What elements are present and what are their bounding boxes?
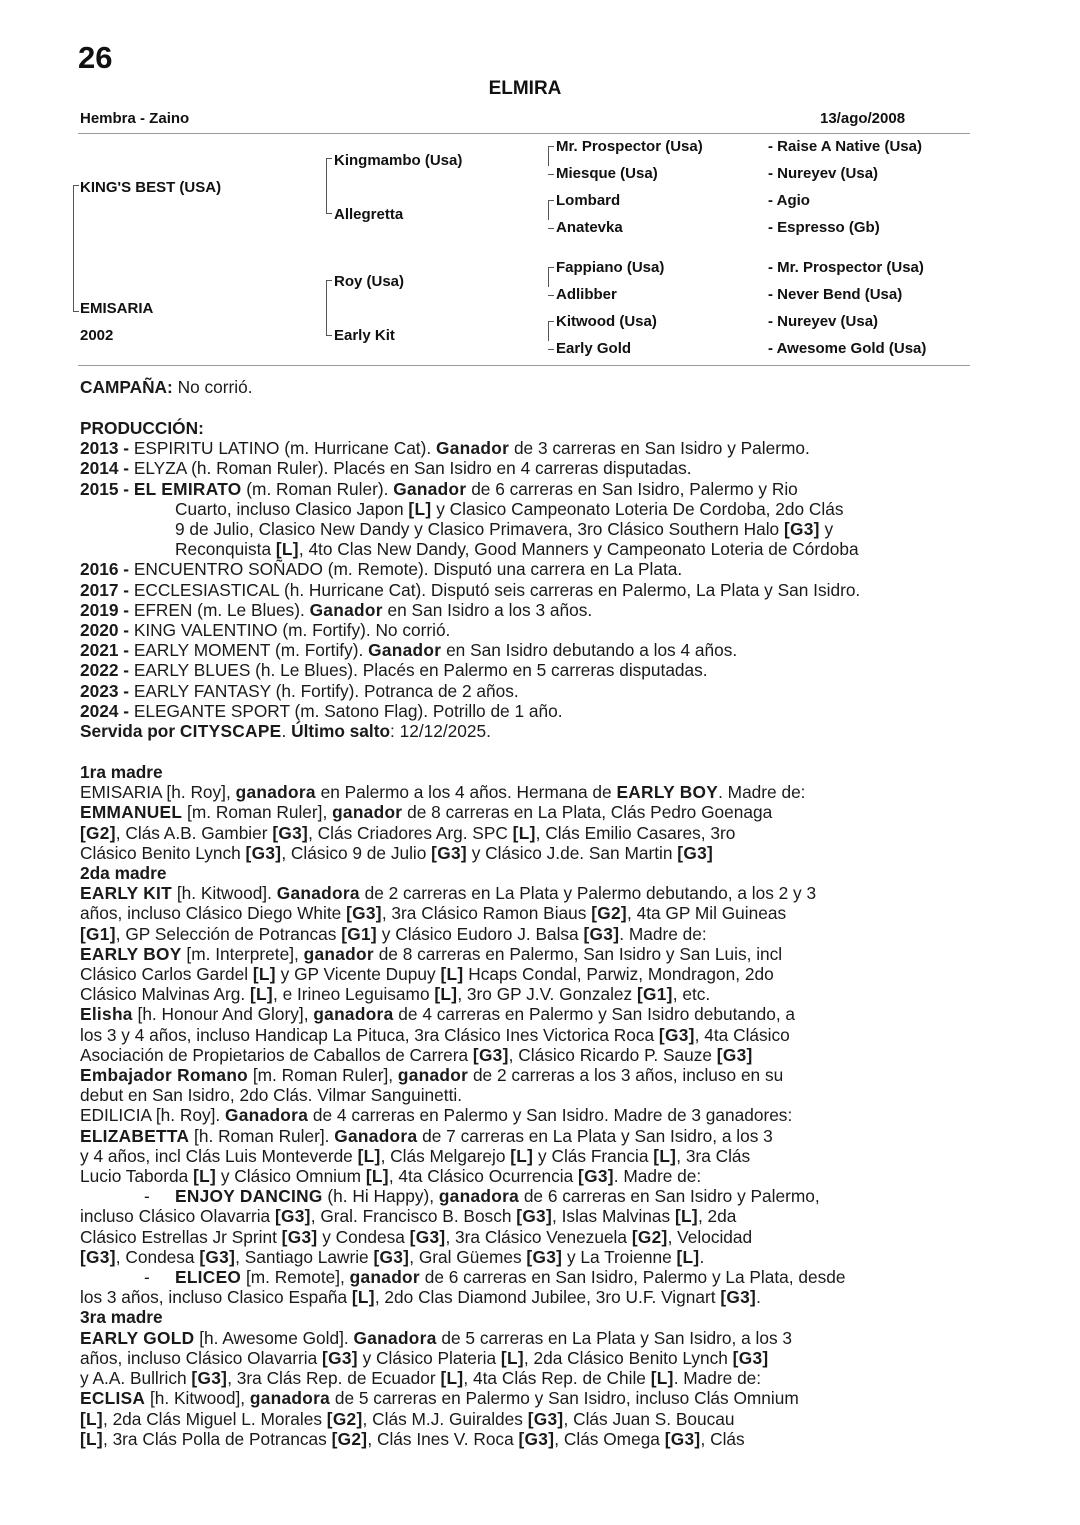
gen4-name [768, 138, 922, 155]
gen3-tick [548, 295, 554, 296]
gen3-name: Miesque (Usa) [556, 165, 658, 182]
gen3-tick [548, 267, 554, 268]
produccion-entry: 2017 - ECCLESIASTICAL (h. Hurricane Cat). Disputó seis carreras en Palermo, La Plata y San Isidro. [80, 579, 861, 600]
madre-entry-cont: [L], 2da Clás Miguel L. Morales [G2], Clás M.J. Guiraldes [G3], Clás Juan S. Boucau [80, 1408, 735, 1429]
produccion-entry: 2023 - EARLY FANTASY (h. Fortify). Potranca de 2 años. [80, 680, 519, 701]
primera-madre-section [80, 762, 970, 1449]
gen4-label: Nureyev (Usa) [777, 313, 879, 330]
produccion-entry: 2020 - KING VALENTINO (m. Fortify). No corrió. [80, 620, 451, 641]
produccion-section [80, 418, 970, 741]
gen4-dash: - [768, 138, 778, 155]
gen3-tick [548, 146, 554, 147]
produccion-entry: 2016 - ENCUENTRO SOÑADO (m. Remote). Disputó una carrera en La Plata. [80, 559, 683, 580]
dam-year: 2002 [80, 327, 114, 344]
gen2-bracket [326, 280, 327, 335]
gen4-dash: - [768, 259, 778, 276]
segunda-madre-label: 2da madre [80, 863, 167, 884]
dam-name: EMISARIA [80, 300, 154, 317]
gen3-tick [548, 174, 554, 175]
madre-entry-cont: Clásico Benito Lynch [G3], Clásico 9 de Julio [G3] y Clásico J.de. San Martin [G3] [80, 842, 714, 863]
madre-entry-cont: Asociación de Propietarios de Caballos de Carrera [G3], Clásico Ricardo P. Sauze [G3] [80, 1044, 753, 1065]
gen2-name: Kingmambo (Usa) [334, 152, 463, 169]
gen3-name: Mr. Prospector (Usa) [556, 138, 703, 155]
gen1-tick [73, 311, 79, 312]
gen4-dash: - [768, 286, 778, 303]
gen2-tick [326, 158, 332, 159]
gen4-label: Espresso (Gb) [777, 219, 880, 236]
gen4-name [768, 340, 926, 357]
madre-entry: EARLY GOLD [h. Awesome Gold]. Ganadora de 5 carreras en La Plata y San Isidro, a los 3 [80, 1327, 793, 1348]
madre-entry-cont: Clásico Malvinas Arg. [L], e Irineo Leguisamo [L], 3ro GP J.V. Gonzalez [G1], etc. [80, 984, 711, 1005]
gen4-label: Nureyev (Usa) [777, 165, 879, 182]
servida-line: Servida por CITYSCAPE. Último salto: 12/12/2025. [80, 721, 491, 742]
gen2-name: Early Kit [334, 327, 395, 344]
madre-entry-cont: [G2], Clás A.B. Gambier [G3], Clás Criadores Arg. SPC [L], Clás Emilio Casares, 3ro [80, 822, 736, 843]
gen3-name: Anatevka [556, 219, 623, 236]
gen3-bracket [548, 267, 549, 287]
gen2-name: Roy (Usa) [334, 273, 405, 290]
sex-color: Hembra - Zaino [80, 110, 190, 127]
madre-entry-cont: años, incluso Clásico Diego White [G3], 3ra Clásico Ramon Biaus [G2], 4ta GP Mil Guineas [80, 903, 787, 924]
sire-name: KING'S BEST (USA) [80, 179, 222, 196]
gen3-name: Early Gold [556, 340, 632, 357]
tercera-madre-label: 3ra madre [80, 1307, 163, 1328]
gen3-tick [548, 349, 554, 350]
madre-entry-cont: [G1], GP Selección de Potrancas [G1] y Clásico Eudoro J. Balsa [G3]. Madre de: [80, 923, 707, 944]
gen3-tick [548, 228, 554, 229]
produccion-entry-cont: Cuarto, incluso Clasico Japon [L] y Clasico Campeonato Loteria De Cordoba, 2do Clás [175, 498, 844, 519]
madre-entry-cont: debut en San Isidro, 2do Clás. Vilmar Sanguinetti. [80, 1085, 463, 1106]
gen1-tick [73, 185, 79, 186]
pedigree-divider [78, 365, 970, 366]
produccion-entry: 2014 - ELYZA (h. Roman Ruler). Placés en San Isidro en 4 carreras disputadas. [80, 458, 692, 479]
gen4-name [768, 219, 880, 236]
gen4-name [768, 286, 902, 303]
madre-entry-cont: [G3], Condesa [G3], Santiago Lawrie [G3], Gral Güemes [G3] y La Troienne [L]. [80, 1246, 705, 1267]
gen4-name [768, 259, 924, 276]
gen4-label: Agio [776, 192, 810, 209]
page-number: 26 [78, 40, 113, 75]
produccion-entry: 2021 - EARLY MOMENT (m. Fortify). Ganador en San Isidro debutando a los 4 años. [80, 640, 738, 661]
gen4-name [768, 313, 878, 330]
produccion-entry: 2019 - EFREN (m. Le Blues). Ganador en San Isidro a los 3 años. [80, 599, 593, 620]
produccion-entry-cont: 9 de Julio, Clasico New Dandy y Clasico Primavera, 3ro Clásico Southern Halo [G3] y [175, 519, 834, 540]
produccion-entry: 2022 - EARLY BLUES (h. Le Blues). Placés en Palermo en 5 carreras disputadas. [80, 660, 708, 681]
gen3-bracket [548, 321, 549, 341]
campana-section [80, 377, 970, 397]
gen3-bracket [548, 146, 549, 166]
madre-entry: Embajador Romano [m. Roman Ruler], ganador de 2 carreras a los 3 años, incluso en su [80, 1065, 784, 1086]
madre-entry-cont: y 4 años, incl Clás Luis Monteverde [L], Clás Melgarejo [L] y Clás Francia [L], 3ra Clás [80, 1145, 751, 1166]
gen4-dash: - [768, 313, 778, 330]
gen3-name: Adlibber [556, 286, 617, 303]
campana-value: No corrió. [172, 377, 253, 397]
produccion-label: PRODUCCIÓN: [80, 418, 204, 438]
gen3-tick [548, 321, 554, 322]
madre-entry: EDILICIA [h. Roy]. Ganadora de 4 carreras en Palermo y San Isidro. Madre de 3 ganadores: [80, 1105, 793, 1126]
madre-entry-cont: Clásico Estrellas Jr Sprint [G3] y Condesa [G3], 3ra Clásico Venezuela [G2], Velocidad [80, 1226, 753, 1247]
madre-entry-cont: años, incluso Clásico Olavarria [G3] y Clásico Plateria [L], 2da Clásico Benito Lynch [G3] [80, 1347, 769, 1368]
madre-entry-cont: [L], 3ra Clás Polla de Potrancas [G2], Clás Ines V. Roca [G3], Clás Omega [G3], Clás [80, 1428, 745, 1449]
madre-entry: EMMANUEL [m. Roman Ruler], ganador de 8 carreras en La Plata, Clás Pedro Goenaga [80, 802, 773, 823]
madre-entry: ELIZABETTA [h. Roman Ruler]. Ganadora de 7 carreras en La Plata y San Isidro, a los 3 [80, 1125, 773, 1146]
campana-label: CAMPAÑA: [80, 377, 173, 397]
gen4-label: Raise A Native (Usa) [777, 138, 922, 155]
madre-entry-cont: Clásico Carlos Gardel [L] y GP Vicente Dupuy [L] Hcaps Condal, Parwiz, Mondragon, 2do [80, 964, 774, 985]
top-divider [78, 133, 970, 134]
gen4-name [768, 165, 878, 182]
madre-entry-cont: incluso Clásico Olavarria [G3], Gral. Francisco B. Bosch [G3], Islas Malvinas [L], 2da [80, 1206, 737, 1227]
gen2-name: Allegretta [334, 206, 404, 223]
madre-entry: EMISARIA [h. Roy], ganadora en Palermo a los 4 años. Hermana de EARLY BOY. Madre de: [80, 782, 806, 803]
gen4-label: Never Bend (Usa) [777, 286, 903, 303]
madre-entry-cont: y A.A. Bullrich [G3], 3ra Clás Rep. de Ecuador [L], 4ta Clás Rep. de Chile [L]. Madre de: [80, 1368, 762, 1389]
produccion-entry: 2015 - EL EMIRATO (m. Roman Ruler). Ganador de 6 carreras en San Isidro, Palermo y Rio [80, 478, 798, 499]
gen3-name: Lombard [556, 192, 621, 209]
primera-madre-label: 1ra madre [80, 762, 163, 782]
gen4-label: Mr. Prospector (Usa) [777, 259, 924, 276]
gen4-dash: - [768, 219, 778, 236]
birth-date: 13/ago/2008 [820, 110, 906, 127]
gen4-label: Awesome Gold (Usa) [776, 340, 927, 357]
madre-entry: - ELICEO [m. Remote], ganador de 6 carreras en San Isidro, Palermo y La Plata, desde [144, 1267, 846, 1288]
gen4-dash: - [768, 192, 777, 209]
gen4-dash: - [768, 165, 778, 182]
gen2-tick [326, 213, 332, 214]
gen2-tick [326, 280, 332, 281]
produccion-entry: 2024 - ELEGANTE SPORT (m. Satono Flag). Potrillo de 1 año. [80, 700, 563, 721]
gen2-bracket [326, 158, 327, 213]
produccion-entry: 2013 - ESPIRITU LATINO (m. Hurricane Cat). Ganador de 3 carreras en San Isidro y Palermo. [80, 438, 810, 459]
gen3-name: Fappiano (Usa) [556, 259, 665, 276]
madre-entry: - ENJOY DANCING (h. Hi Happy), ganadora de 6 carreras en San Isidro y Palermo, [144, 1186, 820, 1207]
gen3-name: Kitwood (Usa) [556, 313, 657, 330]
madre-entry: ECLISA [h. Kitwood], ganadora de 5 carreras en Palermo y San Isidro, incluso Clás Omnium [80, 1388, 799, 1409]
madre-entry-cont: Lucio Taborda [L] y Clásico Omnium [L], 4ta Clásico Ocurrencia [G3]. Madre de: [80, 1166, 702, 1187]
horse-name: ELMIRA [488, 78, 562, 99]
gen1-bracket [73, 185, 74, 311]
gen3-tick [548, 200, 554, 201]
madre-entry: EARLY KIT [h. Kitwood]. Ganadora de 2 carreras en La Plata y Palermo debutando, a los 2 y 3 [80, 883, 817, 904]
produccion-entry-cont: Reconquista [L], 4to Clas New Dandy, Good Manners y Campeonato Loteria de Córdoba [175, 539, 859, 560]
gen3-bracket [548, 200, 549, 220]
gen4-name [768, 192, 810, 209]
madre-entry-cont: los 3 años, incluso Clasico España [L], 2do Clas Diamond Jubilee, 3ro U.F. Vignart [G3]. [80, 1287, 761, 1308]
gen2-tick [326, 335, 332, 336]
madre-entry: EARLY BOY [m. Interprete], ganador de 8 carreras en Palermo, San Isidro y San Luis, incl [80, 943, 783, 964]
madre-entry: Elisha [h. Honour And Glory], ganadora de 4 carreras en Palermo y San Isidro debutando, a [80, 1004, 796, 1025]
gen4-dash: - [768, 340, 777, 357]
madre-entry-cont: los 3 y 4 años, incluso Handicap La Pituca, 3ra Clásico Ines Victorica Roca [G3], 4ta Clásico [80, 1024, 790, 1045]
